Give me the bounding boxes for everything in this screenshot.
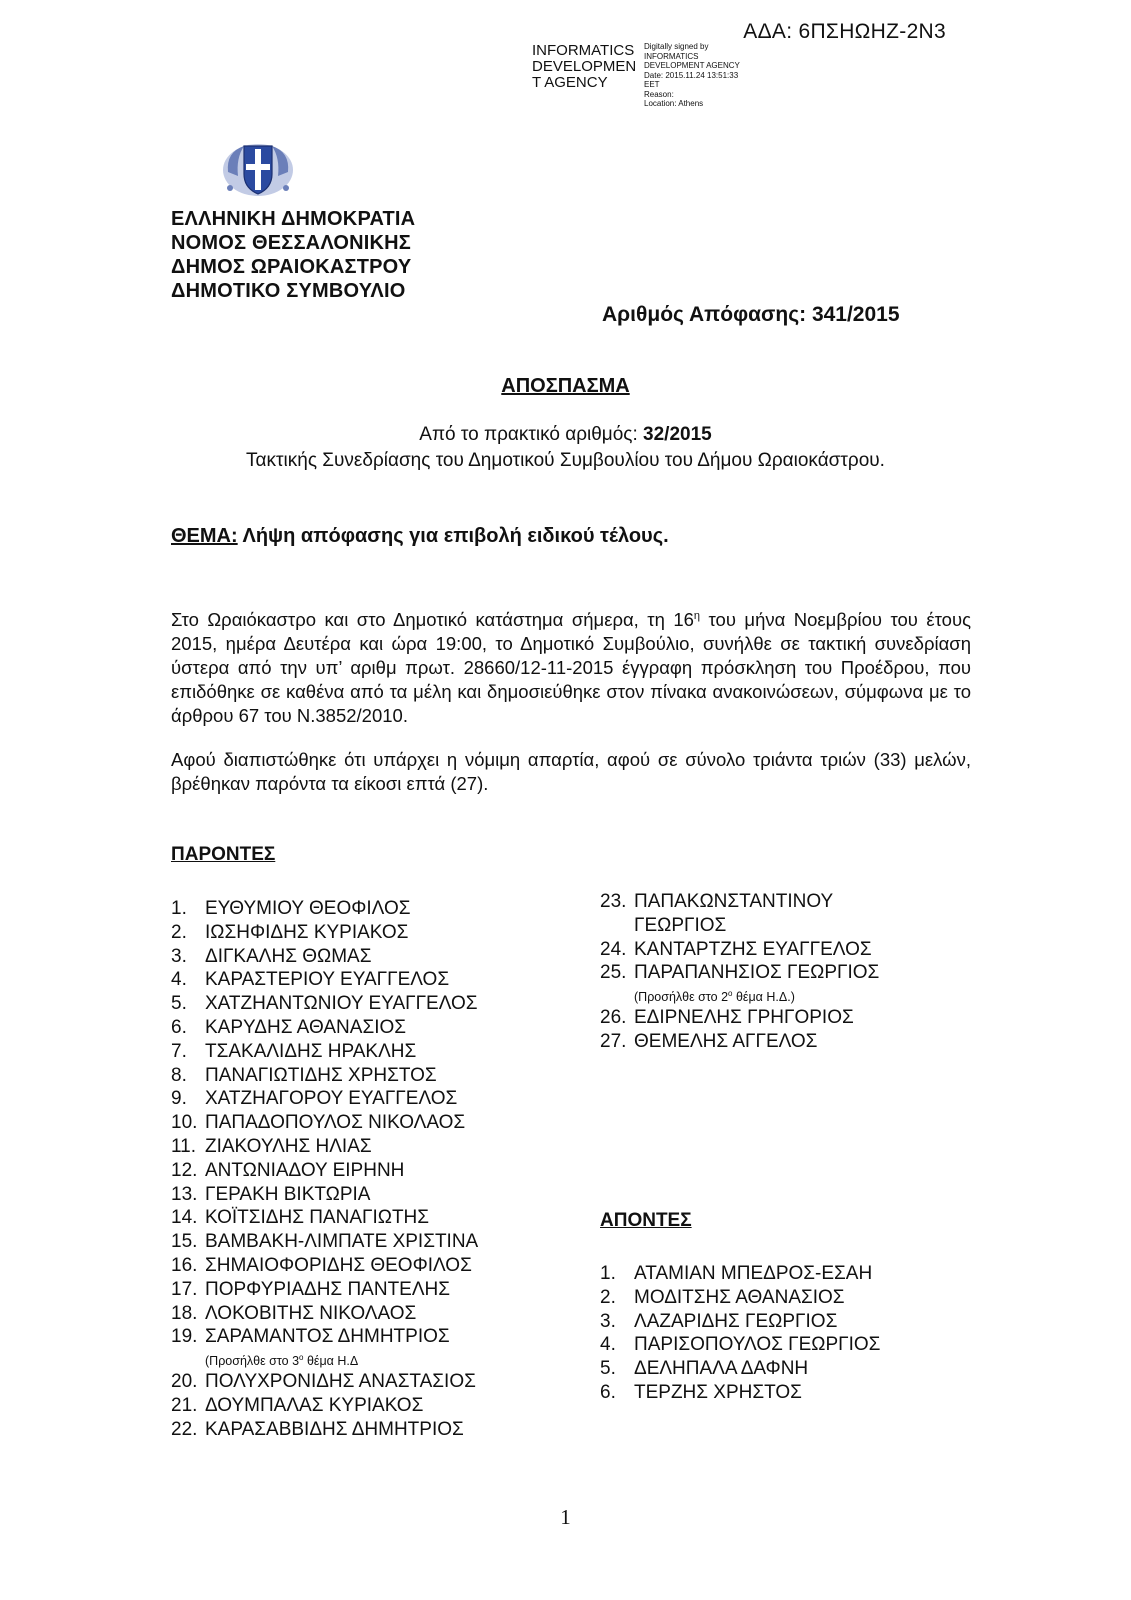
list-item: 3. ΛΑΖΑΡΙΔΗΣ ΓΕΩΡΓΙΟΣ bbox=[600, 1310, 838, 1332]
ada-code: ΑΔΑ: 6ΠΣΗΩΗΖ-2Ν3 bbox=[743, 20, 946, 43]
list-item: 6. ΚΑΡΥΔΗΣ ΑΘΑΝΑΣΙΟΣ bbox=[171, 1016, 406, 1038]
list-item: 2. ΜΟΔΙΤΣΗΣ ΑΘΑΝΑΣΙΟΣ bbox=[600, 1286, 845, 1308]
list-item: 21. ΔΟΥΜΠΑΛΑΣ ΚΥΡΙΑΚΟΣ bbox=[171, 1395, 424, 1417]
digital-signature-name: INFORMATICS DEVELOPMEN T AGENCY bbox=[532, 42, 637, 91]
list-item: 16. ΣΗΜΑΙΟΦΟΡΙΔΗΣ ΘΕΟΦΙΛΟΣ bbox=[171, 1254, 472, 1276]
list-item: 24. ΚΑΝΤΑΡΤΖΗΣ ΕΥΑΓΓΕΛΟΣ bbox=[600, 938, 872, 960]
list-item: 5. ΔΕΛΗΠΑΛΑ ΔΑΦΝΗ bbox=[600, 1358, 809, 1380]
list-item: 25. ΠΑΡΑΠΑΝΗΣΙΟΣ ΓΕΩΡΓΙΟΣ bbox=[600, 962, 880, 984]
list-item: 3. ΔΙΓΚΑΛΗΣ ΘΩΜΑΣ bbox=[171, 945, 372, 967]
quorum-paragraph: Αφού διαπιστώθηκε ότι υπάρχει η νόμιμη απαρτία, αφού σε σύνολο τριάντα τριών (33) μελών, βρέθηκαν παρόντα τα είκοσι επτά (27). bbox=[171, 749, 971, 794]
list-item: 10. ΠΑΠΑΔΟΠΟΥΛΟΣ ΝΙΚΟΛΑΟΣ bbox=[171, 1112, 466, 1134]
present-heading: ΠΑΡΟΝΤΕΣ bbox=[171, 844, 276, 865]
meeting-paragraph: Στο Ωραιόκαστρο και στο Δημοτικό κατάστημα σήμερα, τη $16^\eta$ του μήνα Νοεμβρίου του έτους 2015, ημέρα Δευτέρα και ώρα 19:00, το Δημοτικό Συμβούλιο, συνήλθε σε τακτική συνεδρίαση ύστερα από την υπ’ αριθμ πρωτ. 28660/12-11-2015 έγγραφη πρόσκληση του Προέδρου, που επιδόθηκε σε καθένα από τα μέλη και δημοσιεύθηκε στον πίνακα ανακοινώσεων, σύμφωνα με το άρθρου 67 του Ν.3852/2010. bbox=[171, 609, 971, 727]
list-item: 4. ΚΑΡΑΣΤΕΡΙΟΥ ΕΥΑΓΓΕΛΟΣ bbox=[171, 969, 450, 991]
list-item: 13. ΓΕΡΑΚΗ ΒΙΚΤΩΡΙΑ bbox=[171, 1183, 371, 1205]
list-item: 22. ΚΑΡΑΣΑΒΒΙΔΗΣ ΔΗΜΗΤΡΙΟΣ bbox=[171, 1418, 464, 1440]
subject-line: ΘΕΜΑ: Λήψη απόφασης για επιβολή ειδικού τέλους. bbox=[171, 525, 669, 547]
greek-coat-of-arms-icon bbox=[220, 138, 296, 198]
present-list-left bbox=[171, 897, 478, 1442]
list-item: 8. ΠΑΝΑΓΙΩΤΙΔΗΣ ΧΡΗΣΤΟΣ bbox=[171, 1064, 437, 1086]
authority-line: ΕΛΛΗΝΙΚΗ ΔΗΜΟΚΡΑΤΙΑ bbox=[171, 208, 416, 230]
session-description: Τακτικής Συνεδρίασης του Δημοτικού Συμβουλίου του Δήμου Ωραιοκάστρου. bbox=[246, 450, 885, 471]
absent-heading: ΑΠΟΝΤΕΣ bbox=[600, 1210, 692, 1231]
page-number: 1 bbox=[560, 1505, 571, 1529]
document-title: ΑΠΟΣΠΑΣΜΑ bbox=[501, 375, 630, 397]
decision-number: Αριθμός Απόφασης: 341/2015 bbox=[602, 303, 900, 326]
list-item: 17. ΠΟΡΦΥΡΙΑΔΗΣ ΠΑΝΤΕΛΗΣ bbox=[171, 1278, 451, 1300]
arrival-note: (Προσήλθε στο $3^o$ θέμα Η.Δ bbox=[205, 1353, 359, 1369]
list-item: 1. ΕΥΘΥΜΙΟΥ ΘΕΟΦΙΛΟΣ bbox=[171, 898, 411, 919]
list-item: 18. ΛΟΚΟΒΙΤΗΣ ΝΙΚΟΛΑΟΣ bbox=[171, 1302, 417, 1324]
list-item: 19. ΣΑΡΑΜΑΝΤΟΣ ΔΗΜΗΤΡΙΟΣ bbox=[171, 1326, 450, 1348]
arrival-note: (Προσήλθε στο $2^o$ θέμα Η.Δ.) bbox=[634, 989, 795, 1005]
list-item: 27. ΘΕΜΕΛΗΣ ΑΓΓΕΛΟΣ bbox=[600, 1031, 818, 1053]
list-item: 23. ΠΑΠΑΚΩΝΣΤΑΝΤΙΝΟΥ bbox=[600, 891, 834, 912]
list-item: 4. ΠΑΡΙΣΟΠΟΥΛΟΣ ΓΕΩΡΓΙΟΣ bbox=[600, 1334, 881, 1356]
list-item: 7. ΤΣΑΚΑΛΙΔΗΣ ΗΡΑΚΛΗΣ bbox=[171, 1040, 417, 1062]
list-item: 12. ΑΝΤΩΝΙΑΔΟΥ ΕΙΡΗΝΗ bbox=[171, 1159, 405, 1181]
issuing-authority bbox=[171, 207, 415, 303]
present-list-right bbox=[600, 890, 879, 1054]
list-item: 2. ΙΩΣΗΦΙΔΗΣ ΚΥΡΙΑΚΟΣ bbox=[171, 921, 409, 943]
list-item-continuation: ΓΕΩΡΓΙΟΣ bbox=[634, 914, 727, 936]
list-item: 5. ΧΑΤΖΗΑΝΤΩΝΙΟΥ ΕΥΑΓΓΕΛΟΣ bbox=[171, 993, 478, 1015]
minutes-reference: Από το πρακτικό αριθμός: 32/2015 bbox=[419, 424, 712, 445]
authority-line: ΔΗΜΟΣ ΩΡΑΙΟΚΑΣΤΡΟΥ bbox=[171, 256, 412, 278]
list-item: 14. ΚΟΪΤΣΙΔΗΣ ΠΑΝΑΓΙΩΤΗΣ bbox=[171, 1207, 430, 1229]
list-item: 1. ΑΤΑΜΙΑΝ ΜΠΕΔΡΟΣ-ΕΣΑΗ bbox=[600, 1263, 873, 1284]
list-item: 26. ΕΔΙΡΝΕΛΗΣ ΓΡΗΓΟΡΙΟΣ bbox=[600, 1007, 854, 1029]
digital-signature-details: Digitally signed by INFORMATICS DEVELOPMENT AGENCY Date: 2015.11.24 13:51:33 EET Reason: Location: Athens bbox=[644, 42, 740, 108]
list-item: 6. ΤΕΡΖΗΣ ΧΡΗΣΤΟΣ bbox=[600, 1381, 802, 1403]
list-item: 9. ΧΑΤΖΗΑΓΟΡΟΥ ΕΥΑΓΓΕΛΟΣ bbox=[171, 1088, 458, 1110]
list-item: 20. ΠΟΛΥΧΡΟΝΙΔΗΣ ΑΝΑΣΤΑΣΙΟΣ bbox=[171, 1371, 476, 1393]
absent-list bbox=[600, 1262, 880, 1405]
list-item: 11. ΖΙΑΚΟΥΛΗΣ ΗΛΙΑΣ bbox=[171, 1135, 372, 1157]
authority-line: ΝΟΜΟΣ ΘΕΣΣΑΛΟΝΙΚΗΣ bbox=[171, 232, 411, 254]
list-item: 15. ΒΑΜΒΑΚΗ-ΛΙΜΠΑΤΕ ΧΡΙΣΤΙΝΑ bbox=[171, 1231, 479, 1253]
authority-line: ΔΗΜΟΤΙΚΟ ΣΥΜΒΟΥΛΙΟ bbox=[171, 280, 406, 302]
